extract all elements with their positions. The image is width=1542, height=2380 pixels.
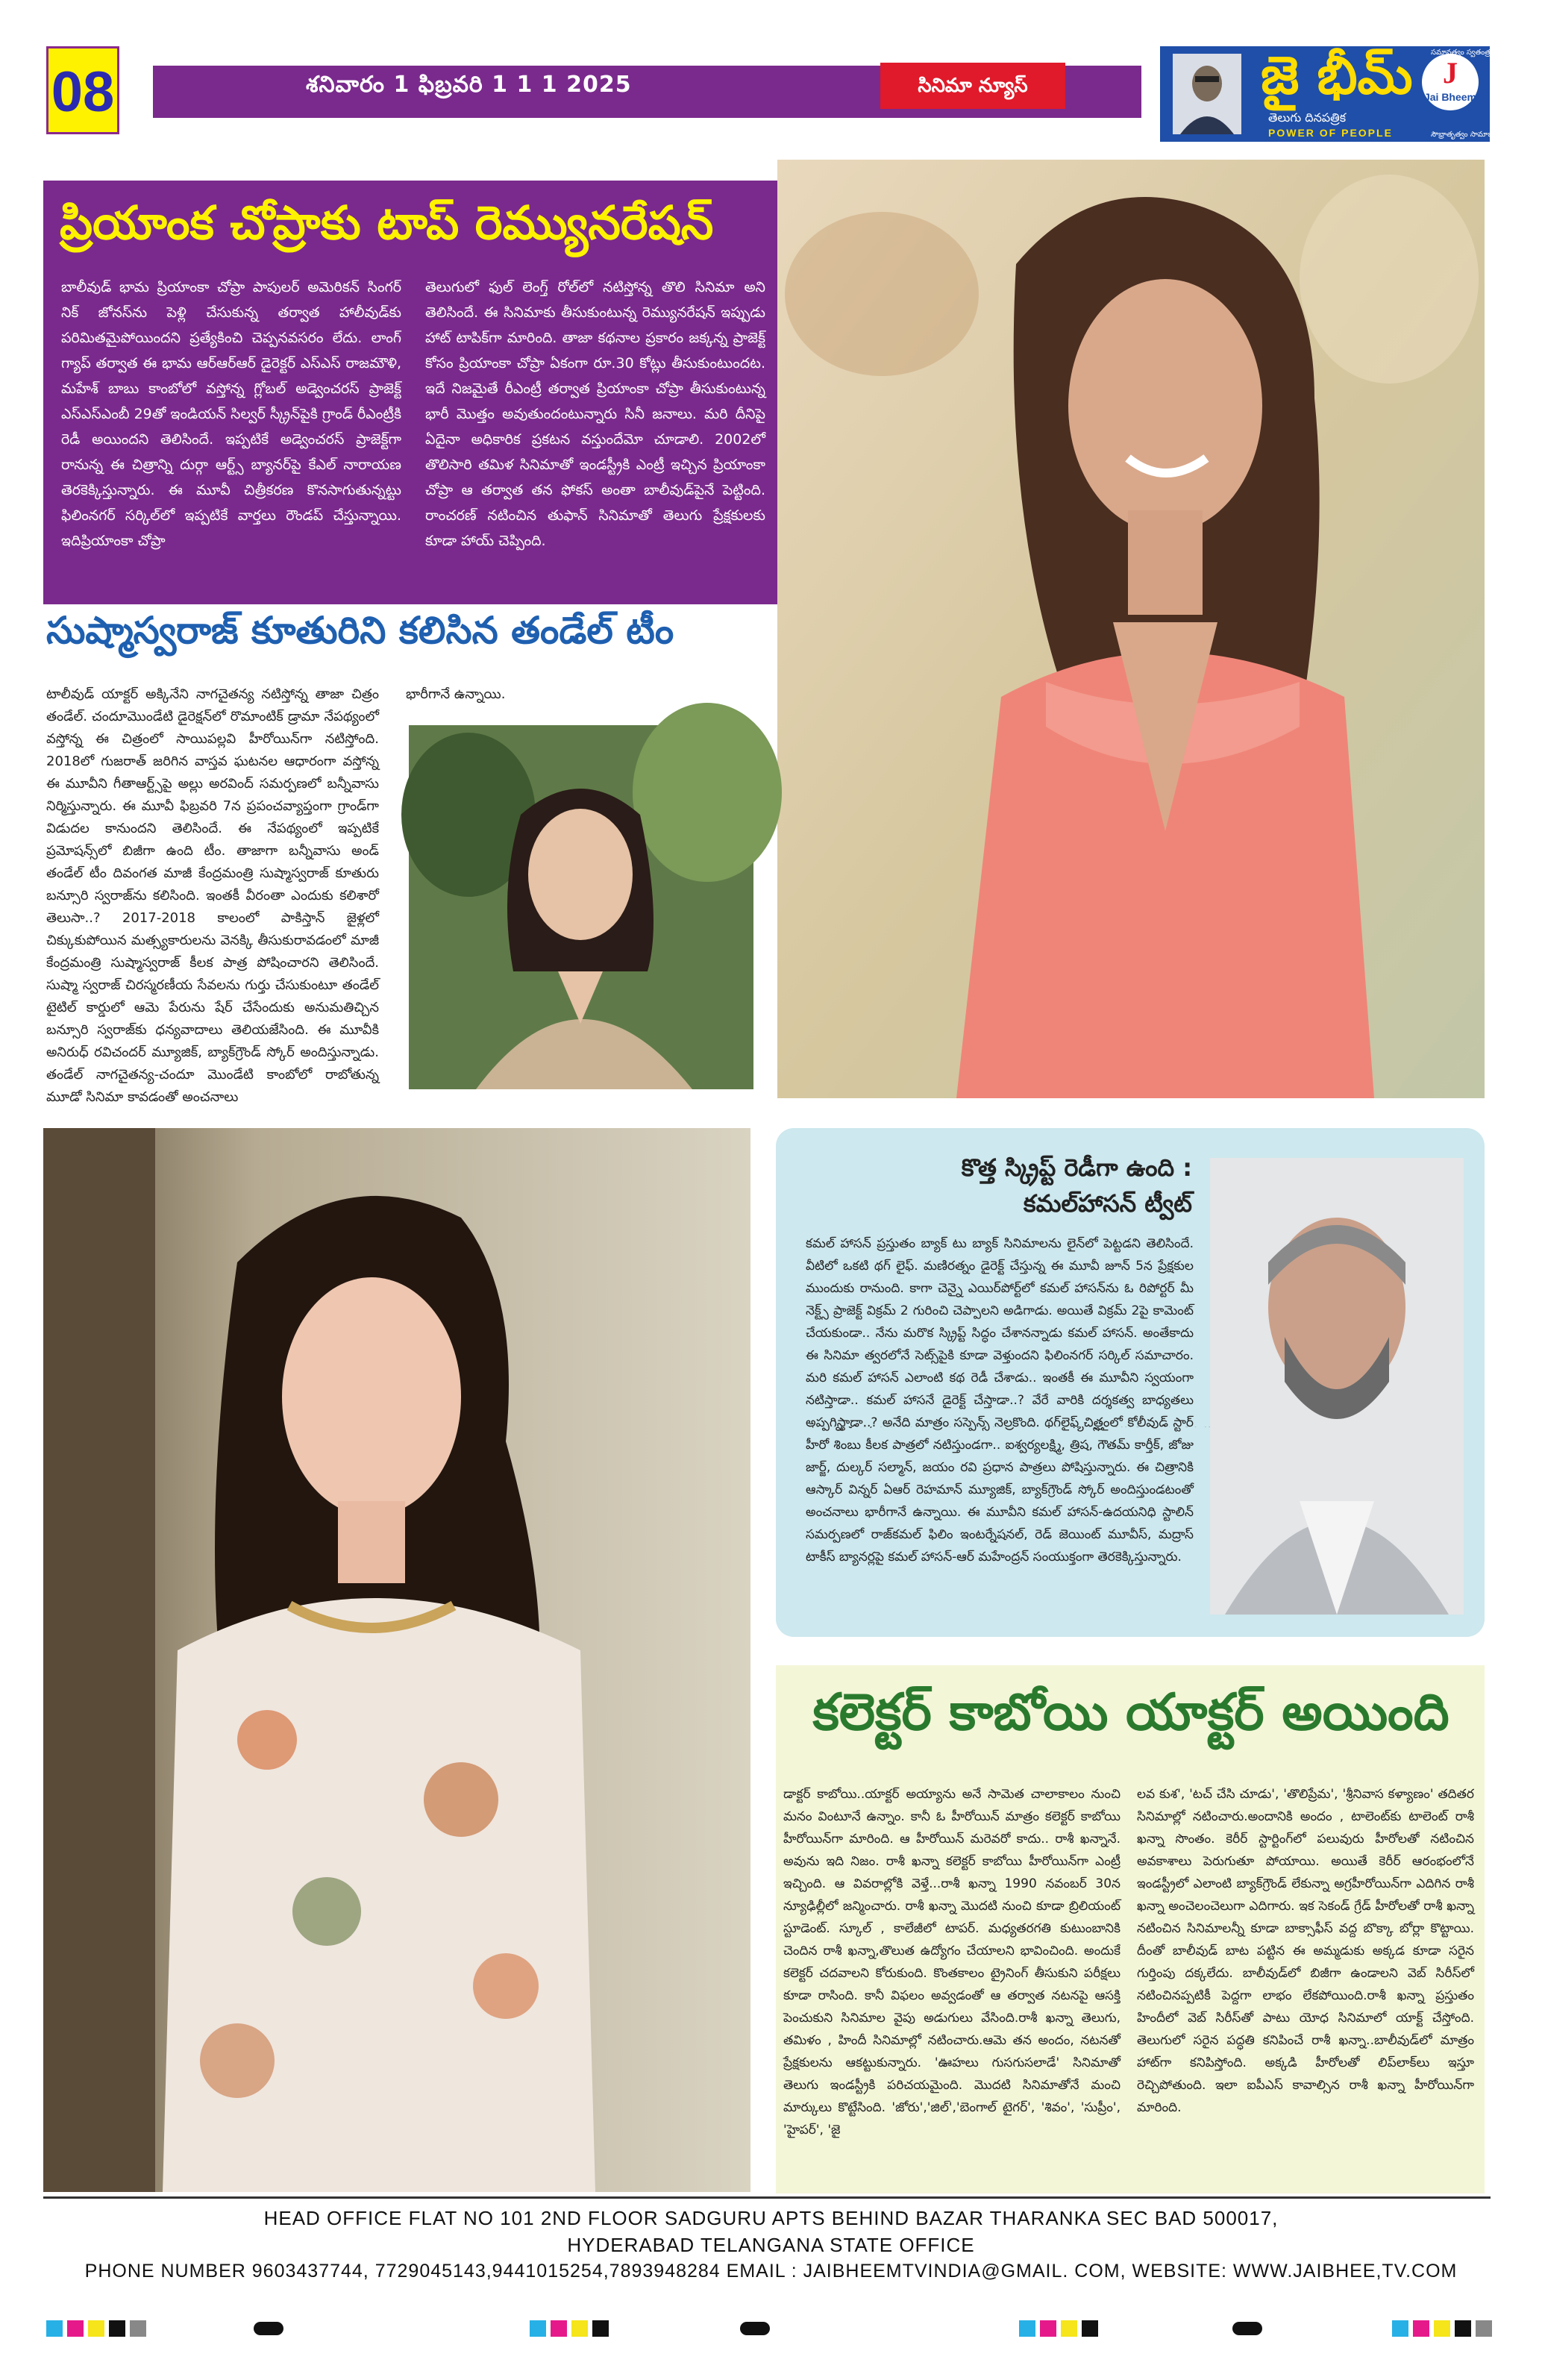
cmyk-swatch <box>1392 2320 1408 2337</box>
cmyk-swatch <box>1455 2320 1471 2337</box>
cmyk-swatch <box>1082 2320 1098 2337</box>
kamal-headline-line-1: కొత్త స్క్రిప్ట్ రెడీగా ఉంది : <box>961 1153 1192 1182</box>
kamal-body-top: కమల్ హాసన్ ప్రస్తుతం బ్యాక్ టు బ్యాక్ సినిమాలను లైన్‌లో పెట్టడని తెలిసిందే. వీటిలో ఒకటి థగ్ లైఫ్. మణిరత్నం డైరెక్ట్ చేస్తున్న ఈ మూవీ జూన్ 5న ప్రేక్షకుల ముందుకు రానుంది. కాగా చెన్నై ఎయిర్‌పోర్ట్‌లో కమల్ హాసన్‌ను ఓ రిపోర్టర్ మీ నెక్ట్స్ ప్రాజెక్ట్ విక్రమ్ 2 గురించి చెప్పాలని అడిగాడు. అయితే విక్రమ్ 2పై కామెంట్ చేయకుండా.. నేను మరొక స్క్రిప్ట్ సిద్ధం చేశానన్నాడు కమల్ హాసన్. అంతేకాదు ఈ సినిమా త్వరలోనే సెట్స్‌పైకి కూడా వెళ్తుందని ఫిలింనగర్ సర్కిల్ సమాచారం. మరి కమల్ హాసన్ ఎలాంటి కథ రెడీ చేశాడు.. ఇంతకీ ఈ మూవీని స్వయంగా నటిస్తాడా.. కమల్ హాసనే డైరెక్ట్ చేస్తాడా..? వేరే వారికి దర్శకత్వ బాధ్యతలు అప్పగిస్తాడా..? అనేది మాత్రం సస్పెన్స్ నెలకొంది. థగ్‌లైఫ్ చిత్రంలో కోలీవుడ్ స్టార్ హీరో శింబు కీలక పాత్రలో నటిస్తుండగా.. ఐశ్వర్యలక్ష్మి, త్రిష, గౌతమ్ కార్తీక్, జోజు జార్జ్, దుల్కర్ సల్మాన్, జయం రవి ప్రధాన పాత్రలు పోషిస్తున్నారు. ఈ చిత్రానికి ఆస్కార్ విన్నర్ ఏఆర్ రెహమాన్ మ్యూజిక్, బ్యాక్‌గ్రౌండ్ స్కోర్ అందిస్తుండటంతో అంచనాలు భారీగానే ఉన్నాయి. ఈ మూవీని కమల్ హాసన్-ఉదయనిధి స్టాలిన్ సమర్పణలో రాజ్‌కమల్ ఫిలిం ఇంటర్నేషనల్, రెడ్ జెయింట్ మూవీస్, మద్రాస్ టాకీస్ బ్యానర్లపై కమల్ హాసన్-ఆర్ మహేంద్రన్ సంయుక్తంగా తెరకెక్కిస్తున్నారు. <box>806 1236 1194 1565</box>
cmyk-swatch <box>67 2320 84 2337</box>
cmyk-swatch <box>46 2320 63 2337</box>
registration-pill <box>1232 2322 1262 2335</box>
collector-column-2: లవ కుశ', 'టచ్ చేసి చూడు', 'తొలిప్రేమ', 'శ్రీనివాస కళ్యాణం' తదితర సినిమాల్లో నటించారు.అందానికి అందం , టాలెంట్‌కు టాలెంట్ రాశీ ఖన్నా సొంతం. కెరీర్ స్టార్టింగ్‌లో పలువురు హీరోలతో నటించిన అవకాశాలు పెరుగుతూ పోయాయి. అయితే కెరీర్ ఆరంభంలోనే ఇండస్ట్రీలో ఎలాంటి బ్యాక్‌గ్రౌండ్ లేకున్నా అగ్రహీరోయిన్‌గా ఎదిగిన రాశీ ఖన్నా అంచెలంచెలుగా ఎదిగారు. ఇక సెకండ్ గ్రేడ్ హీరోలతో రాశీ ఖన్నా నటించిన సినిమాలన్నీ కూడా బాక్సాఫీస్ వద్ద బొక్కా బోర్లా కొట్టాయి. దీంతో బాలీవుడ్ బాట పట్టిన ఈ అమ్మడుకు అక్కడ కూడా సరైన గుర్తింపు దక్కలేదు. బాలీవుడ్‌లో బిజీగా ఉండాలని వెబ్ సిరీస్‌లో నటించినప్పటికీ పెద్దగా లాభం లేకపోయింది.రాశీ ఖన్నా ప్రస్తుతం హిందీలో వెబ్ సిరీస్‌తో పాటు యోధ సినిమాలో యాక్ట్ చేస్తోంది. తెలుగులో సరైన పద్ధతి కనిపించే రాశీ ఖన్నా..బాలీవుడ్‌లో మాత్రం హాట్‌గా కనిపిస్తోంది. అక్కడి హీరోలతో లిప్‌లాక్‌లు ఇస్తూ రెచ్చిపోతుంది. ఇలా ఐపీఎస్ కావాల్సిన రాశీ ఖన్నా హీరోయిన్‌గా మారింది. <box>1137 1787 1474 2115</box>
cmyk-swatch <box>1476 2320 1492 2337</box>
masthead-motto-bottom: సౌభ్రాతృత్వం సామాజికన్యాయం <box>1431 131 1523 139</box>
cmyk-swatch <box>1061 2320 1077 2337</box>
collector-headline: కలెక్టర్ కాబోయి యాక్టర్ అయింది <box>812 1683 1449 1742</box>
footer-address: HEAD OFFICE FLAT NO 101 2ND FLOOR SADGURU APTS BEHIND BAZAR THARANKA SEC BAD 500017, <box>263 2207 1279 2229</box>
masthead-motto-top: సమానత్వం స్వతంత్రం <box>1431 48 1495 57</box>
cmyk-swatch <box>530 2320 546 2337</box>
jaibheem-logo-letter: J <box>1443 56 1458 90</box>
ambedkar-portrait <box>1173 54 1241 134</box>
section-label: సినిమా న్యూస్ <box>880 63 1065 109</box>
cmyk-swatch <box>109 2320 125 2337</box>
priyanka-photo <box>777 160 1485 1098</box>
issue-date: శనివారం 1 ఫిబ్రవరి 1 1 1 2025 <box>306 72 632 98</box>
sushma-headline: సుష్మాస్వరాజ్ కూతురిని కలిసిన తండేల్ టీం <box>46 609 674 652</box>
footer-contact: PHONE NUMBER 9603437744, 7729045143,9441015254,7893948284 EMAIL : JAIBHEEMTVINDIA@GMAIL. COM, WEBSITE: WWW.JAIBHEE,TV.COM <box>84 2261 1458 2282</box>
jaibheem-logo: Jai Bheem <box>1422 54 1479 110</box>
cmyk-swatch <box>571 2320 588 2337</box>
cmyk-swatch <box>1040 2320 1056 2337</box>
cmyk-swatch <box>1413 2320 1429 2337</box>
collector-column-1: డాక్టర్ కాబోయి..యాక్టర్ అయ్యాను అనే సామెత చాలాకాలం నుంచి మనం వింటూనే ఉన్నాం. కానీ ఓ హీరోయిన్ మాత్రం కలెక్టర్ కాబోయి హీరోయిన్‌గా మారింది. ఆ హీరోయిన్ మరెవరో కాదు.. రాశీ ఖన్నానే. అవును ఇది నిజం. రాశీ ఖన్నా కలెక్టర్ కాబోయి హీరోయిన్‌గా ఎంట్రీ ఇచ్చింది. ఆ వివరాల్లోకి వెళ్తే...రాశీ ఖన్నా 1990 నవంబర్ 30న న్యూఢిల్లీలో జన్మించారు. రాశీ ఖన్నా మొదటి నుంచి కూడా బ్రిలియంట్ స్టూడెంట్. స్కూల్ , కాలేజీలో టాపర్. మధ్యతరగతి కుటుంబానికి చెందిన రాశీ ఖన్నా,తొలుత ఉద్యోగం చేయాలని భావించింది. అందుకే కలెక్టర్ చదవాలని కోరుకుంది. కొంతకాలం ట్రైనింగ్ తీసుకుని పరీక్షలు కూడా రాసింది. కానీ విఫలం అవ్వడంతో ఆ తర్వాత నటనపై ఆసక్తి పెంచుకుని సినిమాల వైపు అడుగులు వేసింది.రాశీ ఖన్నా తెలుగు, తమిళం , హిందీ సినిమాల్లో నటించారు.ఆమె తన అందం, నటనతో ప్రేక్షకులను ఆకట్టుకున్నారు. 'ఊహలు గుసగుసలాడే' సినిమాతో తెలుగు ఇండస్ట్రీకి పరిచయమైంది. మొదటి సినిమాతోనే మంచి మార్కులు కొట్టేసింది. 'జోరు','జిల్','బెంగాల్ టైగర్', 'శివం', 'సుప్రీం', 'హైపర్', 'జై <box>783 1787 1121 2138</box>
masthead-title: జై భీమ్ <box>1261 45 1413 106</box>
cmyk-swatch <box>1019 2320 1035 2337</box>
footer-rule <box>43 2196 1491 2199</box>
cmyk-swatch <box>592 2320 609 2337</box>
cmyk-swatch <box>1434 2320 1450 2337</box>
sushma-column-2: భారీగానే ఉన్నాయి. <box>406 686 506 702</box>
kamal-haasan-photo <box>1210 1158 1464 1615</box>
raashi-khanna-photo <box>43 1128 750 2192</box>
cmyk-swatch <box>551 2320 567 2337</box>
page-number: 08 <box>46 46 119 134</box>
footer-state-office: HYDERABAD TELANGANA STATE OFFICE <box>567 2234 975 2256</box>
sushma-column-1: టాలీవుడ్ యాక్టర్ అక్కినేని నాగచైతన్య నటిస్తోన్న తాజా చిత్రం తండేల్. చందూమొండేటి డైరెక్షన్‌లో రొమాంటిక్ డ్రామా నేపథ్యంలో వస్తోన్న ఈ చిత్రంలో సాయిపల్లవి హీరోయిన్‌గా నటిస్తోంది. 2018లో గుజరాత్ జరిగిన వాస్తవ ఘటనల ఆధారంగా వస్తోన్న ఈ మూవీని గీతాఆర్ట్స్‌పై అల్లు అరవింద్ సమర్పణలో బన్నీవాసు నిర్మిస్తున్నారు. ఈ మూవీ ఫిబ్రవరి 7న ప్రపంచవ్యాప్తంగా గ్రాండ్‌గా విడుదల కానుందని తెలిసిందే. ఈ నేపథ్యంలో ఇప్పటికే ప్రమోషన్స్‌లో బిజీగా ఉంది టీం. తాజాగా బన్నీవాసు అండ్ తండేల్ టీం దివంగత మాజీ కేంద్రమంత్రి సుష్మాస్వరాజ్ కూతురు బన్సూరి స్వరాజ్‌ను కలిసింది. ఇంతకీ వీరంతా ఎందుకు కలిశారో తెలుసా..? 2017-2018 కాలంలో పాకిస్తాన్ జైళ్లలో చిక్కుకుపోయిన మత్స్యకారులను వెనక్కి తీసుకురావడంలో మాజీ కేంద్రమంత్రి సుష్మాస్వరాజ్ కీలక పాత్ర పోషించారని తెలిసిందే. సుష్మా స్వరాజ్ చిరస్మరణీయ సేవలను గుర్తు చేసుకుంటూ తండేల్ టైటిల్ కార్డులో ఆమె పేరును షేర్ చేసేందుకు అనుమతిచ్చిన బన్సూరి స్వరాజ్‌కు ధన్యవాదాలు తెలియజేసింది. ఈ మూవీకి అనిరుధ్ రవిచందర్ మ్యూజిక్, బ్యాక్‌గ్రౌండ్ స్కోర్ అందిస్తున్నాడు. తండేల్ నాగచైతన్య-చందూ మొండేటి కాంబోలో రాబోతున్న మూడో సినిమా కావడంతో అంచనాలు <box>46 686 379 1105</box>
cmyk-swatch <box>88 2320 104 2337</box>
kamal-headline-line-2: కమల్‌హాసన్ ట్వీట్ <box>1023 1189 1192 1218</box>
priyanka-column-1: బాలీవుడ్ భామ ప్రియాంకా చోప్రా పాపులర్ అమెరికన్ సింగర్ నిక్ జోనస్‌ను పెళ్లి చేసుకున్న తర్వాత హాలీవుడ్‌కు పరిమితమైపోయిందని ప్రత్యేకించి చెప్పనవసరం లేదు. లాంగ్ గ్యాప్ తర్వాత ఈ భామ ఆర్‌ఆర్‌ఆర్ డైరెక్టర్ ఎస్‌ఎస్ రాజమౌళి, మహేశ్ బాబు కాంబోలో వస్తోన్న గ్లోబల్ అడ్వెంచరస్ ప్రాజెక్ట్ ఎస్‌ఎస్‌ఎంబీ 29తో ఇండియన్ సిల్వర్ స్క్రీన్‌పైకి గ్రాండ్ రీఎంట్రీకి రెడీ అయిందని తెలిసిందే. ఇప్పటికే అడ్వెంచరస్ ప్రాజెక్ట్‌గా రానున్న ఈ చిత్రాన్ని దుర్గా ఆర్ట్స్ బ్యానర్‌పై కేఎల్ నారాయణ తెరకెక్కిస్తున్నారు. ఈ మూవీ చిత్రీకరణ కొనసాగుతున్నట్టు ఫిలింనగర్ సర్కిల్‌లో ఇప్పటికే వార్తలు రౌండప్ చేస్తున్నాయి. ఇదిప్రియాంకా చోప్రా <box>61 279 401 549</box>
registration-pill <box>254 2322 283 2335</box>
masthead-tagline: POWER OF PEOPLE <box>1268 127 1393 139</box>
registration-pill <box>740 2322 770 2335</box>
masthead-subtitle: తెలుగు దినపత్రిక <box>1268 110 1347 125</box>
cmyk-swatch <box>130 2320 146 2337</box>
bansuri-swaraj-photo <box>409 725 753 1089</box>
priyanka-headline: ప్రియాంక చోప్రాకు టాప్ రెమ్యునరేషన్ <box>60 195 714 250</box>
priyanka-column-2: తెలుగులో ఫుల్ లెంగ్త్ రోల్‌లో నటిస్తోన్న తొలి సినిమా అని తెలిసిందే. ఈ సినిమాకు తీసుకుంటున్న రెమ్యునరేషన్ ఇప్పుడు హాట్ టాపిక్‌గా మారింది. తాజా కథనాల ప్రకారం జక్కన్న ప్రాజెక్ట్ కోసం ప్రియాంకా చోప్రా ఏకంగా రూ.30 కోట్లు తీసుకుంటుందట. ఇదే నిజమైతే రీఎంట్రీ తర్వాత ప్రియాంకా చోప్రా తీసుకుంటున్న భారీ మొత్తం అవుతుందంటున్నారు సినీ జనాలు. మరి దీనిపై ఏదైనా అధికారిక ప్రకటన వస్తుందేమో చూడాలి. 2002లో తొలిసారి తమిళ సినిమాతో ఇండస్ట్రీకి ఎంట్రీ ఇచ్చిన ప్రియాంకా చోప్రా ఆ తర్వాత తన ఫోకస్ అంతా బాలీవుడ్‌పైనే పెట్టింది. రాంచరణ్ నటించిన తుఫాన్ సినిమాతో తెలుగు ప్రేక్షకులకు కూడా హాయ్ చెప్పింది. <box>425 279 765 549</box>
